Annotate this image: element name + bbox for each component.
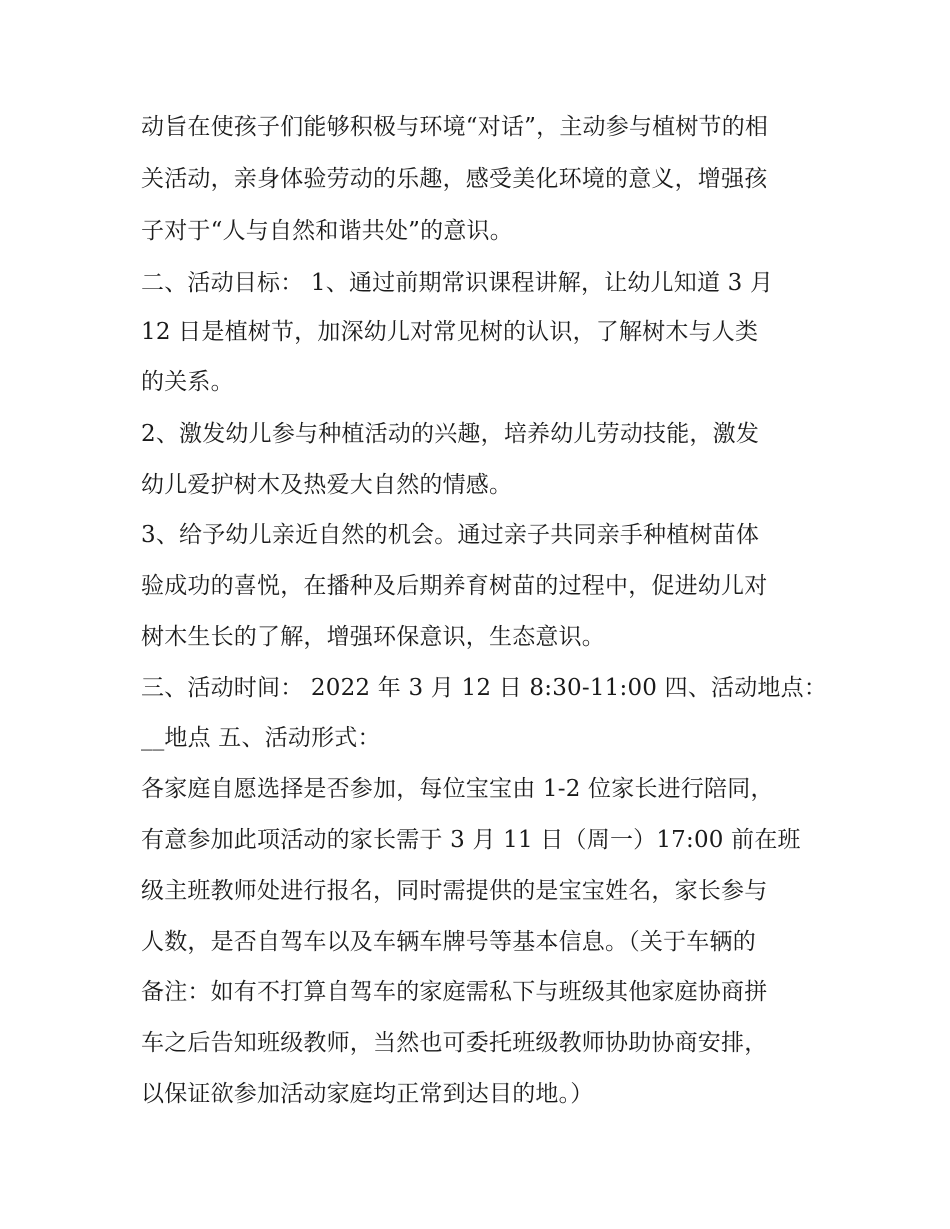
text-line: 子对于“人与自然和谐共处”的意识。 xyxy=(141,218,513,244)
text-line: 备注：如有不打算自驾车的家庭需私下与班级其他家庭协商拼 xyxy=(141,979,768,1005)
text-line: 三、活动时间： 2022 年 3 月 12 日 8:30-11:00 四、活动地点： xyxy=(141,675,828,701)
text-line: 3、给予幼儿亲近自然的机会。通过亲子共同亲手种植树苗体 xyxy=(141,522,760,548)
text-line: 以保证欲参加活动家庭均正常到达目的地。） xyxy=(141,1081,594,1107)
text-line: 的关系。 xyxy=(141,369,234,395)
text-line: 动旨在使孩子们能够积极与环境“对话”，主动参与植树节的相 xyxy=(141,114,769,140)
text-line: 各家庭自愿选择是否参加，每位宝宝由 1-2 位家长进行陪同， xyxy=(141,776,774,802)
text-line: 二、活动目标： 1、通过前期常识课程讲解，让幼儿知道 3 月 xyxy=(141,270,774,296)
text-line: 车之后告知班级教师，当然也可委托班级教师协助协商安排， xyxy=(141,1030,768,1056)
text-line: 树木生长的了解，增强环保意识，生态意识。 xyxy=(141,624,605,650)
text-line: 有意参加此项活动的家长需于 3 月 11 日（周一）17:00 前在班 xyxy=(141,827,801,853)
text-line: 验成功的喜悦，在播种及后期养育树苗的过程中，促进幼儿对 xyxy=(141,573,768,599)
text-line: 2、激发幼儿参与种植活动的兴趣，培养幼儿劳动技能，激发 xyxy=(141,421,760,447)
text-line: 关活动，亲身体验劳动的乐趣，感受美化环境的意义，增强孩 xyxy=(141,166,768,192)
text-line: 幼儿爱护树木及热爱大自然的情感。 xyxy=(141,472,513,498)
text-line: 级主班教师处进行报名，同时需提供的是宝宝姓名，家长参与 xyxy=(141,878,768,904)
text-line: __地点 五、活动形式： xyxy=(141,725,381,751)
text-line: 人数，是否自驾车以及车辆车牌号等基本信息。（关于车辆的 xyxy=(141,929,756,955)
text-line: 12 日是植树节，加深幼儿对常见树的认识，了解树木与人类 xyxy=(141,319,759,345)
